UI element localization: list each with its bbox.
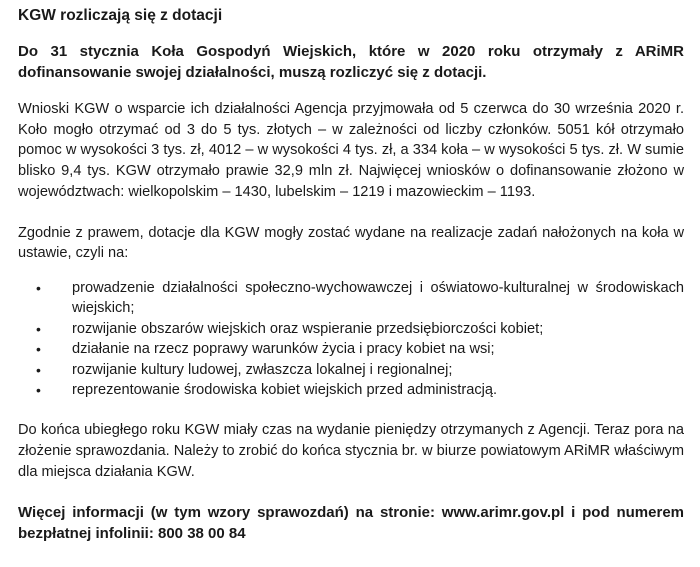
bullet-icon: • [36,361,41,378]
tasks-list [18,278,684,400]
bullet-icon: • [36,381,41,398]
list-item-text: działanie na rzecz poprawy warunków życia i pracy kobiet na wsi; [72,341,495,358]
list-item-text: reprezentowanie środowiska kobiet wiejskich przed administracją. [72,381,498,398]
body-paragraph-3: Do końca ubiegłego roku KGW miały czas na wydanie pieniędzy otrzymanych z Agencji. Teraz pora na złożenie sprawozdania. Należy to zrobić do końca stycznia br. w biurze powiatowym ARiMR właściwym dla miejsca działania KGW. [18,422,684,480]
list-item [18,319,684,339]
list-item [18,278,684,319]
body-paragraph-1: Wnioski KGW o wsparcie ich działalności Agencja przyjmowała od 5 czerwca do 30 września 2020 r. Koło mogło otrzymać od 3 do 5 tys. złotych – w zależności od liczby członków. 5051 kół otrzymało pomoc w wysokości 3 tys. zł, 4012 – w wysokości 4 tys. zł, a 334 koła – w wysokości 5 tys. zł. W sumie blisko 9,4 tys. KGW otrzymało prawie 32,9 mln zł. Najwięcej wniosków o dofinansowanie złożono w województwach: wielkopolskim – 1430, lubelskim – 1219 i mazowieckim – 1193. [18,101,684,200]
list-item [18,339,684,359]
list-item-text: rozwijanie kultury ludowej, zwłaszcza lokalnej i regionalnej; [72,361,453,378]
footer-contact-info: Więcej informacji (w tym wzory sprawozdań) na stronie: www.arimr.gov.pl i pod numerem bezpłatnej infolinii: 800 38 00 84 [18,504,684,543]
lead-paragraph: Do 31 stycznia Koła Gospodyń Wiejskich, które w 2020 roku otrzymały z ARiMR dofinansowanie swojej działalności, muszą rozliczyć się z dotacji. [18,43,684,81]
list-item [18,360,684,380]
body-paragraph-2: Zgodnie z prawem, dotacje dla KGW mogły zostać wydane na realizacje zadań nałożonych na koła w ustawie, czyli na: [18,224,684,262]
bullet-icon: • [36,279,41,296]
list-item-text: rozwijanie obszarów wiejskich oraz wspieranie przedsiębiorczości kobiet; [72,320,544,337]
list-item [18,380,684,400]
bullet-icon: • [36,341,41,358]
list-item-text: prowadzenie działalności społeczno-wychowawczej i oświatowo-kulturalnej w środowiskach wiejskich; [72,279,684,317]
article-title: KGW rozliczają się z dotacji [18,7,223,24]
bullet-icon: • [36,320,41,337]
